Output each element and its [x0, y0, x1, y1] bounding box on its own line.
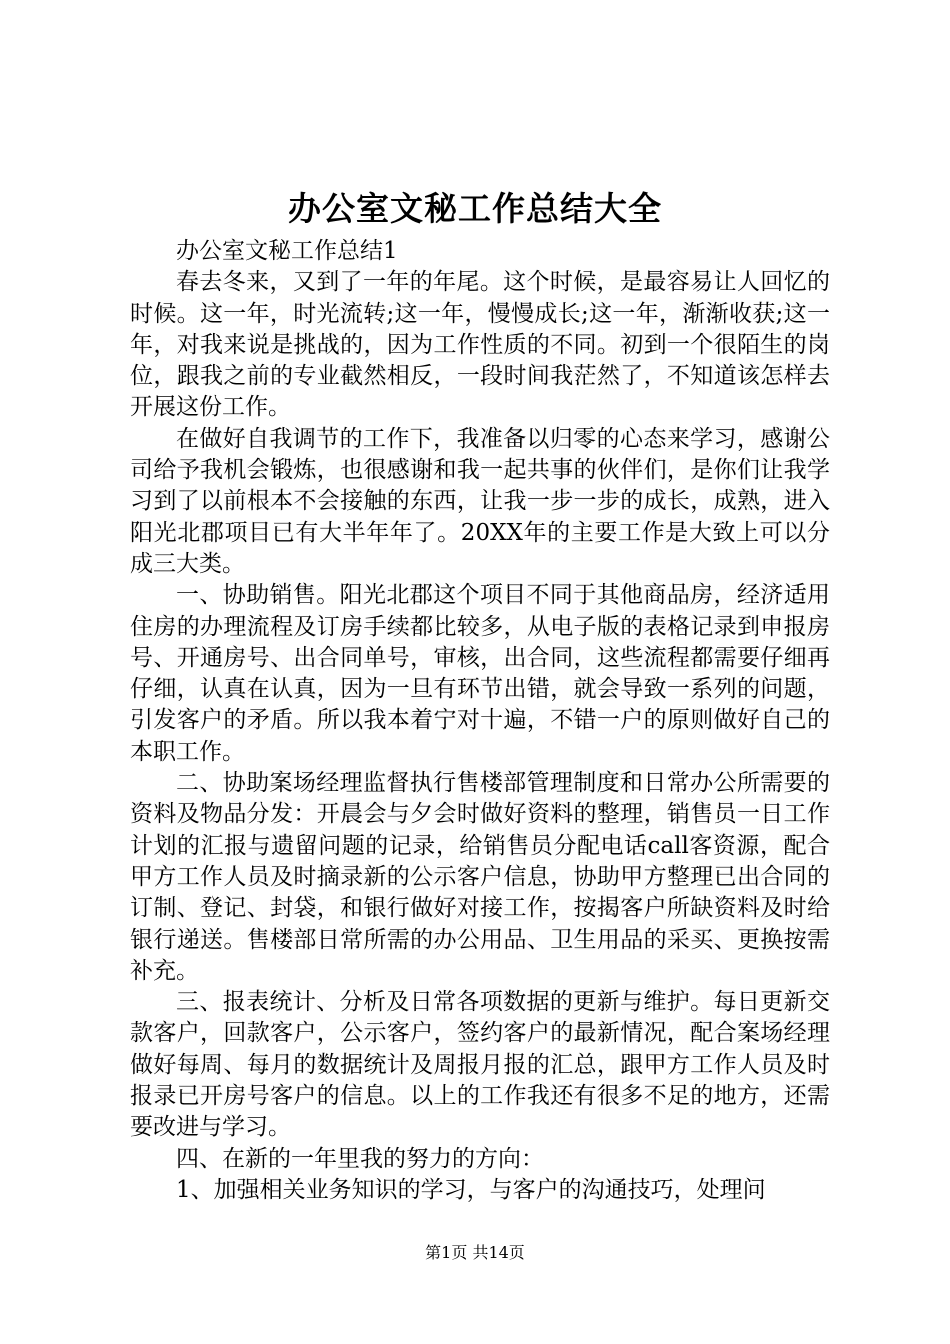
- paragraph: 在做好自我调节的工作下，我准备以归零的心态来学习，感谢公司给予我机会锻炼，也很感谢和我一起共事的伙伴们，是你们让我学习到了以前根本不会接触的东西，让我一步一步的成长，成熟，进入阳光北郡项目已有大半年年了。20XX年的主要工作是大致上可以分成三大类。: [130, 425, 830, 577]
- paragraph: 三、报表统计、分析及日常各项数据的更新与维护。每日更新交款客户，回款客户，公示客户，签约客户的最新情况，配合案场经理做好每周、每月的数据统计及周报月报的汇总，跟甲方工作人员及时报录已开房号客户的信息。以上的工作我还有很多不足的地方，还需要改进与学习。: [130, 989, 830, 1141]
- page-number-footer: 第1页 共14页: [425, 1243, 525, 1262]
- paragraph: 一、协助销售。阳光北郡这个项目不同于其他商品房，经济适用住房的办理流程及订房手续都比较多，从电子版的表格记录到申报房号、开通房号、出合同单号，审核，出合同，这些流程都需要仔细再仔细，认真在认真，因为一旦有环节出错，就会导致一系列的问题，引发客户的矛盾。所以我本着宁对十遍，不错一户的原则做好自己的本职工作。: [130, 582, 830, 765]
- paragraph: 春去冬来，又到了一年的年尾。这个时候，是最容易让人回忆的时候。这一年，时光流转;这一年，慢慢成长;这一年，渐渐收获;这一年，对我来说是挑战的，因为工作性质的不同。初到一个很陌生的岗位，跟我之前的专业截然相反，一段时间我茫然了，不知道该怎样去开展这份工作。: [130, 269, 830, 421]
- document-title: 办公室文秘工作总结大全: [288, 189, 662, 228]
- paragraph: 二、协助案场经理监督执行售楼部管理制度和日常办公所需要的资料及物品分发：开晨会与夕会时做好资料的整理，销售员一日工作计划的汇报与遗留问题的记录，给销售员分配电话call客资源，配合甲方工作人员及时摘录新的公示客户信息，协助甲方整理已出合同的订制、登记、封袋，和银行做好对接工作，按揭客户所缺资料及时给银行递送。售楼部日常所需的办公用品、卫生用品的采买、更换按需补充。: [130, 770, 830, 984]
- paragraph: 四、在新的一年里我的努力的方向：: [176, 1145, 544, 1172]
- section-heading: 办公室文秘工作总结1: [176, 238, 398, 264]
- paragraph: 1、加强相关业务知识的学习，与客户的沟通技巧，处理问: [176, 1176, 766, 1203]
- document-body: [130, 236, 830, 1206]
